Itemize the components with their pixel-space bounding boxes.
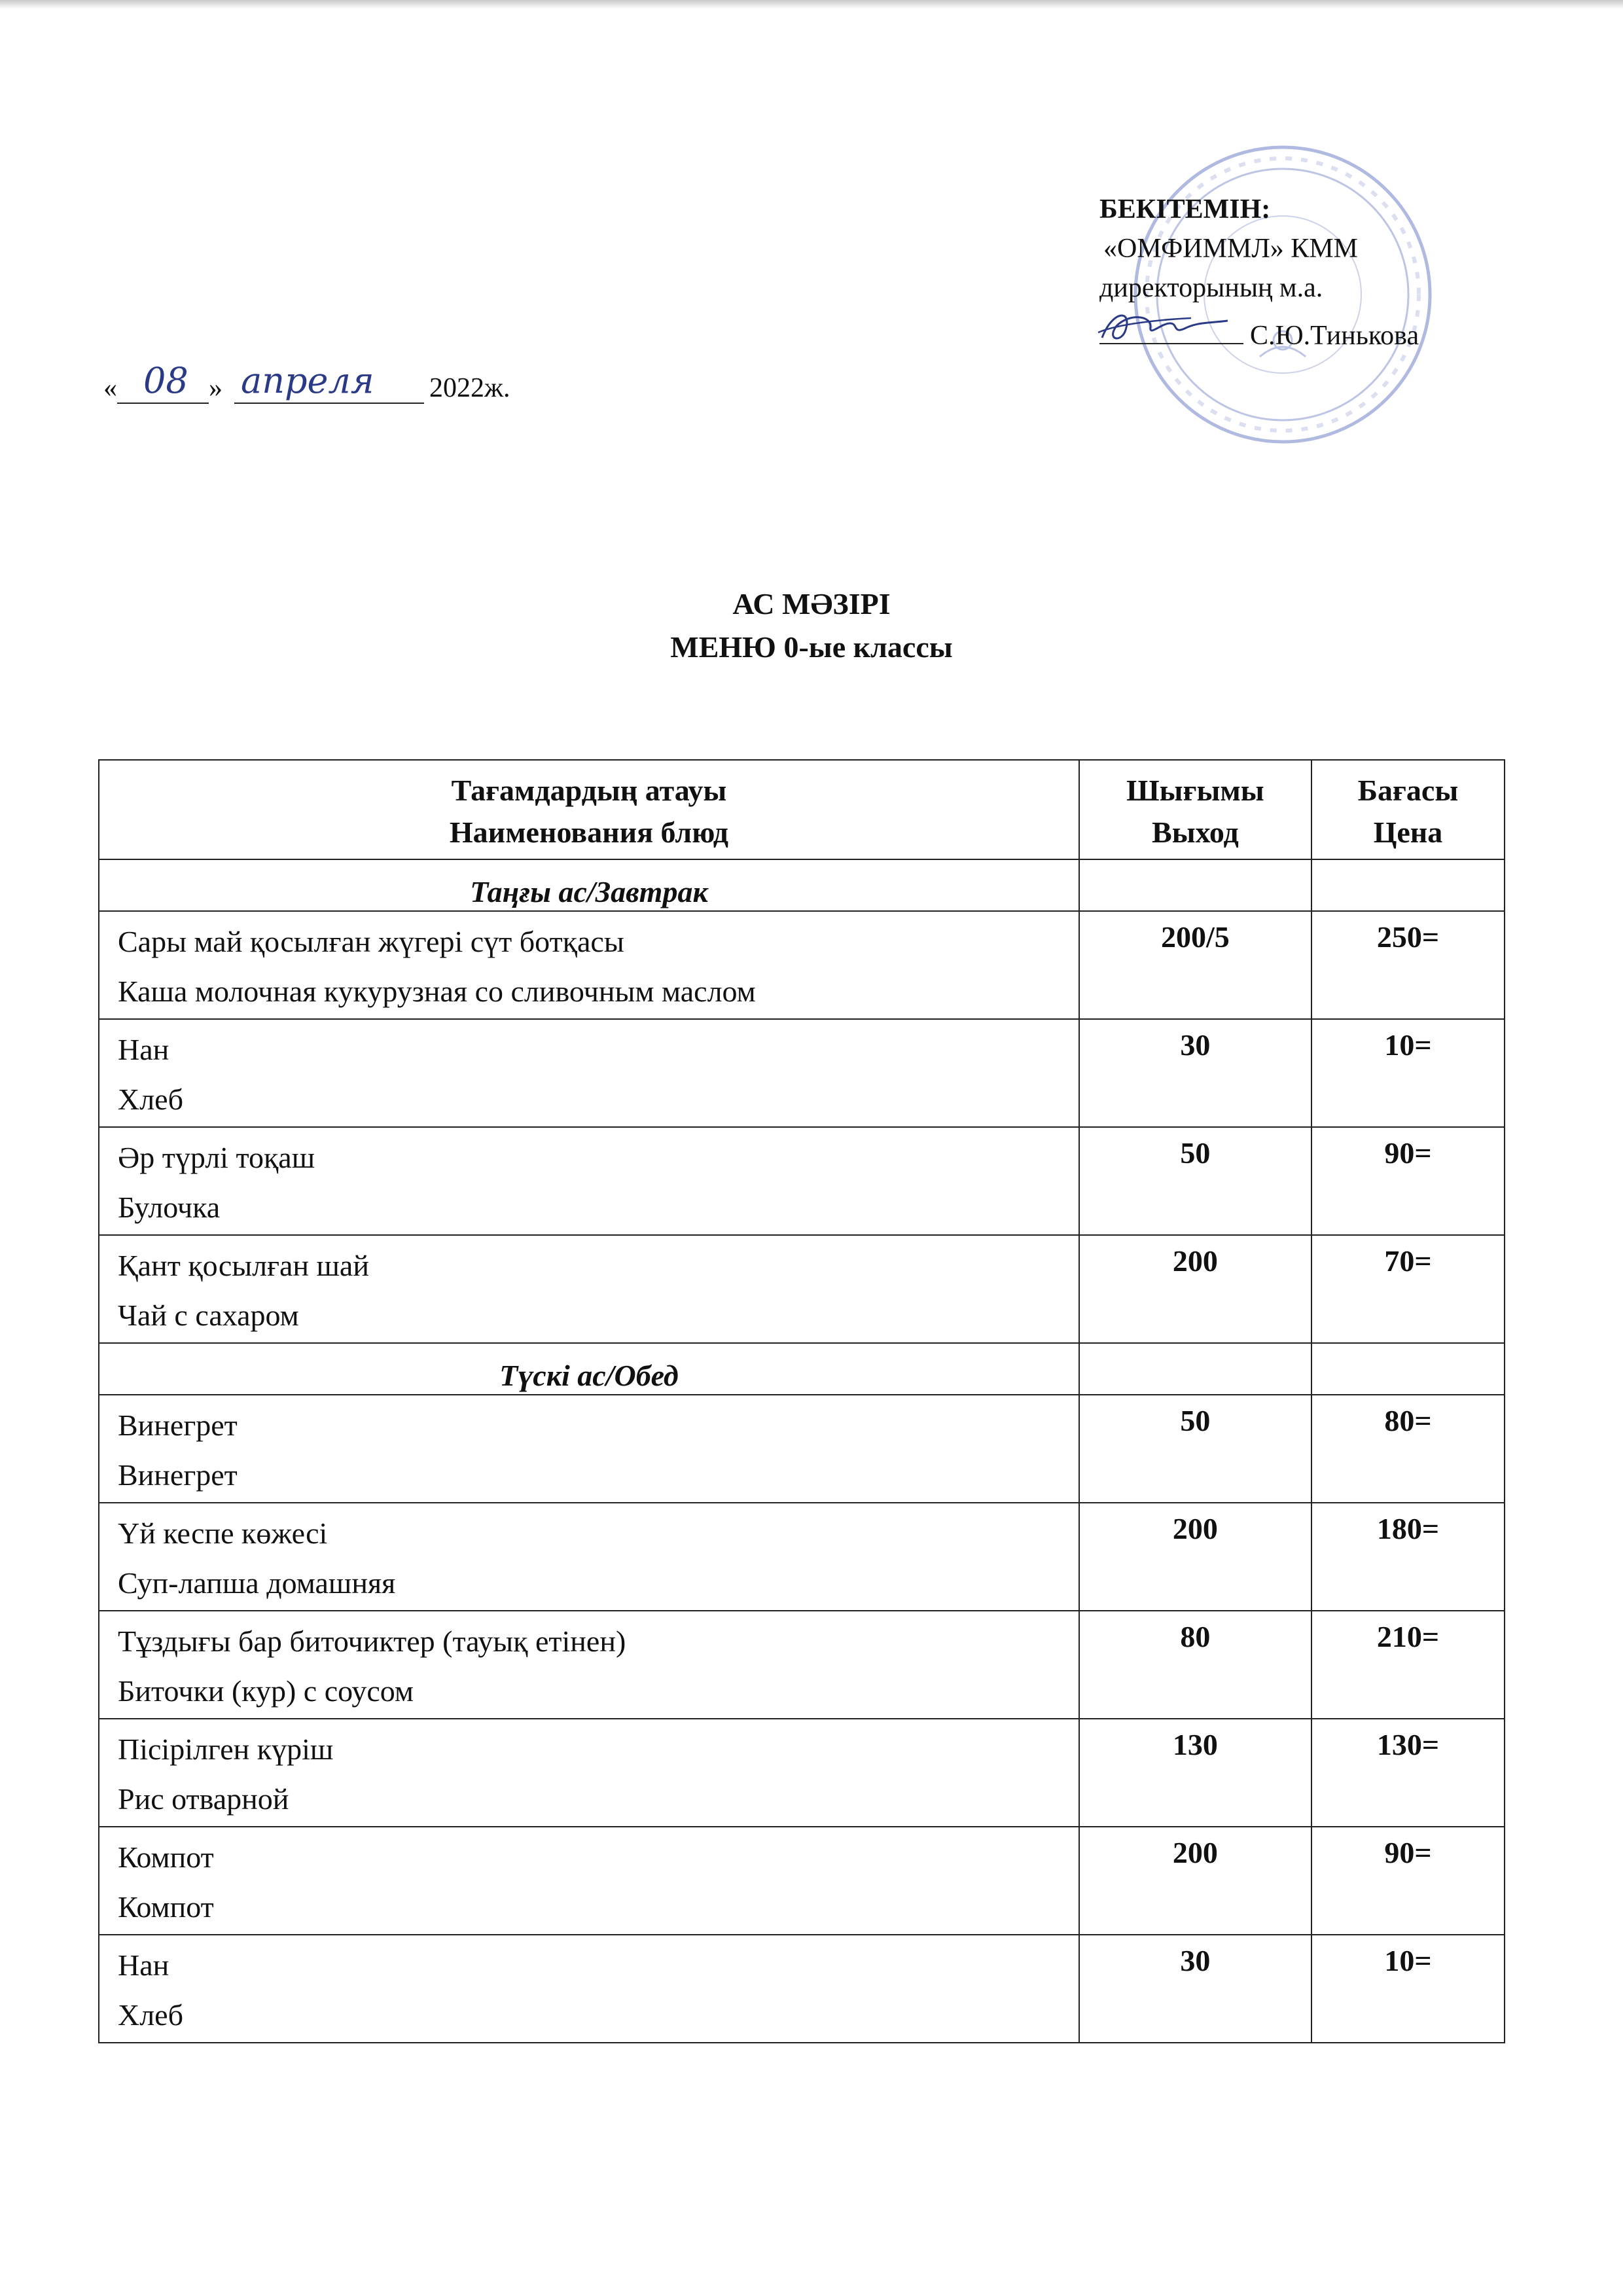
dish-yield: 200: [1079, 1503, 1311, 1611]
signature-row: [1099, 308, 1419, 355]
dish-name-ru: Биточки (кур) с соусом: [118, 1674, 414, 1708]
dish-name-cell: [99, 1719, 1079, 1827]
dish-name-kz: Винегрет: [118, 1408, 238, 1442]
empty-cell: [1079, 859, 1311, 911]
empty-cell: [1079, 1343, 1311, 1395]
approval-block: [1099, 190, 1419, 355]
dish-name-kz: Тұздығы бар биточиктер (тауық етінен): [118, 1624, 626, 1658]
dish-name-ru: Каша молочная кукурузная со сливочным маслом: [118, 975, 756, 1008]
header-yield-ru: Выход: [1152, 816, 1239, 849]
section-title: Түскі ас/Обед: [99, 1343, 1079, 1395]
dish-price: 180=: [1311, 1503, 1505, 1611]
section-row-lunch: [99, 1343, 1505, 1395]
dish-name-cell: [99, 1019, 1079, 1127]
dish-yield: 130: [1079, 1719, 1311, 1827]
dish-name-cell: [99, 1827, 1079, 1935]
date-day: 08: [143, 360, 188, 401]
dish-name-ru: Винегрет: [118, 1458, 238, 1492]
dish-price: 210=: [1311, 1611, 1505, 1719]
dish-name-ru: Хлеб: [118, 1083, 183, 1116]
empty-cell: [1311, 859, 1505, 911]
approval-organization: «ОМФИММЛ» КММ: [1103, 234, 1359, 264]
dish-name-ru: Хлеб: [118, 1998, 183, 2032]
table-row: [99, 1235, 1505, 1343]
dish-yield: 80: [1079, 1611, 1311, 1719]
header-price-kz: Бағасы: [1357, 774, 1459, 807]
date-month-blank: [234, 360, 424, 404]
table-row: [99, 1611, 1505, 1719]
dish-name-cell: [99, 1235, 1079, 1343]
date-close-quote: »: [209, 373, 223, 403]
dish-yield: 30: [1079, 1019, 1311, 1127]
dish-price: 10=: [1311, 1935, 1505, 2043]
table-row: [99, 1935, 1505, 2043]
dish-name-cell: [99, 1935, 1079, 2043]
date-year: 2022ж.: [429, 373, 510, 403]
dish-name-kz: Нан: [118, 1948, 169, 1982]
dish-name-kz: Пісірілген күріш: [118, 1732, 334, 1766]
heading-line-kz: АС МӘЗІРІ: [732, 587, 891, 620]
dish-name-cell: [99, 1503, 1079, 1611]
dish-name-cell: [99, 1611, 1079, 1719]
dish-price: 130=: [1311, 1719, 1505, 1827]
dish-price: 90=: [1311, 1827, 1505, 1935]
dish-name-cell: [99, 1395, 1079, 1503]
dish-name-kz: Үй кеспе көжесі: [118, 1516, 328, 1550]
dish-price: 10=: [1311, 1019, 1505, 1127]
section-title: Таңғы ас/Завтрак: [99, 859, 1079, 911]
dish-price: 80=: [1311, 1395, 1505, 1503]
table-row: [99, 1019, 1505, 1127]
dish-name-kz: Қант қосылған шай: [118, 1249, 369, 1282]
dish-yield: 30: [1079, 1935, 1311, 2043]
dish-price: 90=: [1311, 1127, 1505, 1235]
dish-name-kz: Әр түрлі тоқаш: [118, 1141, 315, 1174]
dish-name-ru: Компот: [118, 1890, 214, 1924]
dish-name-ru: Булочка: [118, 1191, 221, 1224]
table-row: [99, 911, 1505, 1019]
table-row: [99, 1719, 1505, 1827]
table-row: [99, 1503, 1505, 1611]
menu-table: [98, 759, 1505, 2043]
heading-line-ru: МЕНЮ 0-ые классы: [670, 630, 953, 664]
header-dish-name-ru: Наименования блюд: [449, 816, 728, 849]
dish-yield: 50: [1079, 1395, 1311, 1503]
dish-name-ru: Рис отварной: [118, 1782, 289, 1816]
date-day-blank: [117, 360, 209, 404]
table-header-row: [99, 760, 1505, 859]
header-yield-kz: Шығымы: [1126, 774, 1264, 807]
signature-line: [1099, 308, 1243, 344]
dish-name-kz: Сары май қосылған жүгері сүт ботқасы: [118, 925, 624, 958]
header-price-ru: Цена: [1373, 816, 1443, 849]
table-row: [99, 1827, 1505, 1935]
section-row-breakfast: [99, 859, 1505, 911]
dish-yield: 200: [1079, 1235, 1311, 1343]
table-row: [99, 1127, 1505, 1235]
dish-yield: 200: [1079, 1827, 1311, 1935]
table-row: [99, 1395, 1505, 1503]
director-name: С.Ю.Тинькова: [1250, 321, 1419, 351]
dish-name-kz: Компот: [118, 1840, 214, 1874]
header-dish-name: [99, 760, 1079, 859]
approval-title: БЕКІТЕМІН:: [1099, 194, 1271, 224]
scan-edge: [0, 0, 1623, 9]
approval-position: директорының м.а.: [1099, 273, 1323, 303]
signature: [1093, 304, 1250, 350]
menu-heading: [0, 583, 1623, 669]
header-dish-name-kz: Тағамдардың атауы: [451, 774, 727, 807]
empty-cell: [1311, 1343, 1505, 1395]
dish-name-kz: Нан: [118, 1033, 169, 1066]
document-date: [103, 360, 510, 404]
dish-yield: 50: [1079, 1127, 1311, 1235]
dish-yield: 200/5: [1079, 911, 1311, 1019]
dish-name-cell: [99, 1127, 1079, 1235]
dish-name-cell: [99, 911, 1079, 1019]
header-price: [1311, 760, 1505, 859]
dish-price: 70=: [1311, 1235, 1505, 1343]
date-month: апреля: [241, 360, 374, 401]
dish-price: 250=: [1311, 911, 1505, 1019]
header-yield: [1079, 760, 1311, 859]
date-open-quote: «: [103, 373, 117, 403]
dish-name-ru: Суп-лапша домашняя: [118, 1566, 396, 1600]
dish-name-ru: Чай с сахаром: [118, 1299, 299, 1332]
